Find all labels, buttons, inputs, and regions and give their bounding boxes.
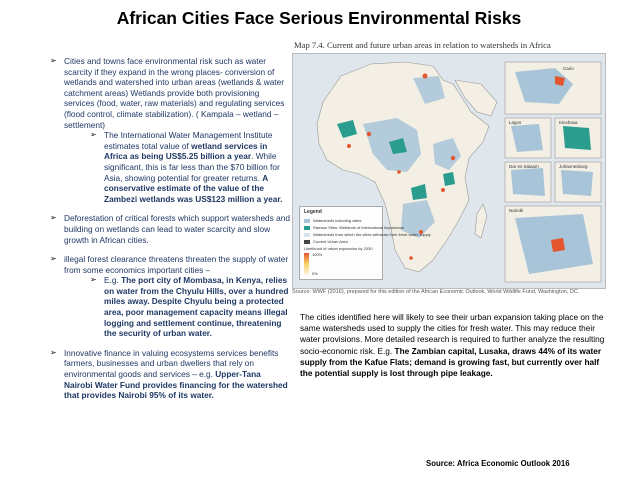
legend-swatch bbox=[304, 226, 310, 230]
inset-label: Nairobi bbox=[509, 208, 524, 213]
arrow-bullet-icon: ➢ bbox=[90, 275, 97, 285]
urban-area bbox=[397, 170, 401, 174]
inset-label: Johannesburg bbox=[559, 164, 588, 169]
bullet-wetlands bbox=[50, 56, 290, 204]
inset-label: Cairo bbox=[563, 66, 574, 71]
legend-swatch bbox=[304, 219, 310, 223]
iwmi-text-a: The International Water Management Institute estimates total value of bbox=[104, 130, 273, 151]
iwmi-text-c: . While significant, this is far less than the $70 billion for Asia, showing potential for greater returns. bbox=[104, 151, 280, 183]
source-footer: Source: Africa Economic Outlook 2016 bbox=[426, 459, 570, 468]
africa-map bbox=[292, 53, 606, 289]
urban-area bbox=[347, 144, 351, 148]
legend-item bbox=[304, 239, 348, 244]
legend-swatch bbox=[304, 240, 310, 244]
bullet-deforestation bbox=[50, 213, 290, 245]
map-figure bbox=[290, 40, 610, 300]
legend-scale-bottom: 0% bbox=[312, 271, 318, 276]
slide-title: African Cities Face Serious Environmental Risks bbox=[116, 8, 522, 28]
lusaka-text-a: The cities identified here will likely to see their urban expansion taking place on the same watersheds used to supply the cities for fresh water. This may reduce their water provisions. More detailed research is required to further analyze the resulting socio-economic risk. E.g. bbox=[300, 312, 605, 356]
iwmi-text-d: A conservative estimate of the value of the Zambezi wetlands was US$123 million a year. bbox=[104, 172, 283, 204]
legend-gradient-scale bbox=[304, 253, 309, 275]
finance-text-b: Upper-Tana Nairobi Water Fund provides financing for the watershed that provides Nairobi 95% of its water. bbox=[64, 369, 288, 401]
legend-item bbox=[304, 246, 373, 251]
sub-bullet-iwmi bbox=[90, 130, 290, 204]
legend-title: Legend bbox=[304, 209, 322, 215]
arrow-bullet-icon: ➢ bbox=[90, 130, 97, 140]
mombasa-text-a: E.g. bbox=[104, 275, 122, 286]
legend-item-label: Ramsar Sites: Wetlands of international importance bbox=[313, 225, 405, 230]
arrow-bullet-icon: ➢ bbox=[50, 254, 57, 264]
urban-area bbox=[409, 256, 413, 260]
inset-label: Dar es Salaam bbox=[509, 164, 539, 169]
legend-item-label: Watersheds including cities bbox=[313, 218, 362, 223]
arrow-bullet-icon: ➢ bbox=[50, 56, 57, 65]
bullet-illegal-clearance-text: illegal forest clearance threatens threaten the supply of water from some economics important cities – bbox=[64, 254, 289, 275]
ramsar-region bbox=[443, 172, 455, 186]
legend-item-label: Current Urban Area bbox=[313, 239, 348, 244]
finance-text-a: Innovative finance in valuing ecosystems services benefits farmers, businesses and urban dwellers that rely on environmental goods and services – e.g. bbox=[64, 347, 279, 380]
iwmi-text-b: wetland services in Africa as being US$5.25 billion a year bbox=[104, 140, 268, 162]
map-source: Source: WWF (2016), prepared for this edition of the African Economic Outlook, World Wildlife Fund, Washington, DC. bbox=[292, 289, 580, 295]
legend-item bbox=[304, 225, 404, 230]
legend-scale-top: 100% bbox=[312, 252, 323, 257]
legend-item-label: Likelihood of urban expansion by 2030 bbox=[304, 246, 373, 251]
arrow-bullet-icon: ➢ bbox=[50, 347, 57, 357]
urban-area bbox=[451, 156, 455, 160]
mombasa-text-b: The port city of Mombasa, in Kenya, relies on water from the Chyulu Hills, over a hundred miles away. Despite Chyulu being a protected area, poor management capacity means illegal logging and settlement continue, threatening the security of urban water. bbox=[104, 275, 289, 339]
lusaka-paragraph bbox=[300, 312, 610, 379]
bullet-innovative-finance bbox=[50, 348, 290, 401]
inset-label: Kinshasa bbox=[559, 120, 578, 125]
urban-area bbox=[441, 188, 445, 192]
legend-item-label: Watersheds from which the cities withdraw their fresh water supply bbox=[313, 232, 431, 237]
lusaka-text-b: The Zambian capital, Lusaka, draws 44% of its water supply from the Kafue Flats; demand is growing fast, but currently over half the potential supply is lost through pipe leakage. bbox=[300, 345, 602, 379]
urban-area bbox=[367, 132, 371, 136]
map-title: Map 7.4. Current and future urban areas in relation to watersheds in Africa bbox=[294, 40, 551, 50]
arrow-bullet-icon: ➢ bbox=[50, 213, 57, 223]
bullet-illegal-clearance bbox=[50, 254, 290, 339]
urban-area bbox=[423, 74, 428, 79]
left-bullet-column bbox=[50, 56, 290, 410]
sub-bullet-mombasa bbox=[90, 275, 290, 339]
bullet-deforestation-text: Deforestation of critical forests which support watersheds and building on wetlands can lead to water scarcity and slow growth in African cities. bbox=[64, 213, 290, 245]
map-legend bbox=[299, 206, 431, 280]
bullet-wetlands-text: Cities and towns face environmental risk such as water scarcity if they expand in the wrong places- conversion of wetlands and watershed into urban areas (wetlands & water catchment areas) Wetlands provide both provisioning services (food, water, raw materials) and regulating services (flood control, climate stabilization). ( Kampala – wetland – settlement) bbox=[64, 56, 285, 130]
inset-label: Lagos bbox=[509, 120, 522, 125]
legend-item bbox=[304, 218, 361, 223]
legend-swatch bbox=[304, 233, 310, 237]
legend-item bbox=[304, 232, 431, 237]
